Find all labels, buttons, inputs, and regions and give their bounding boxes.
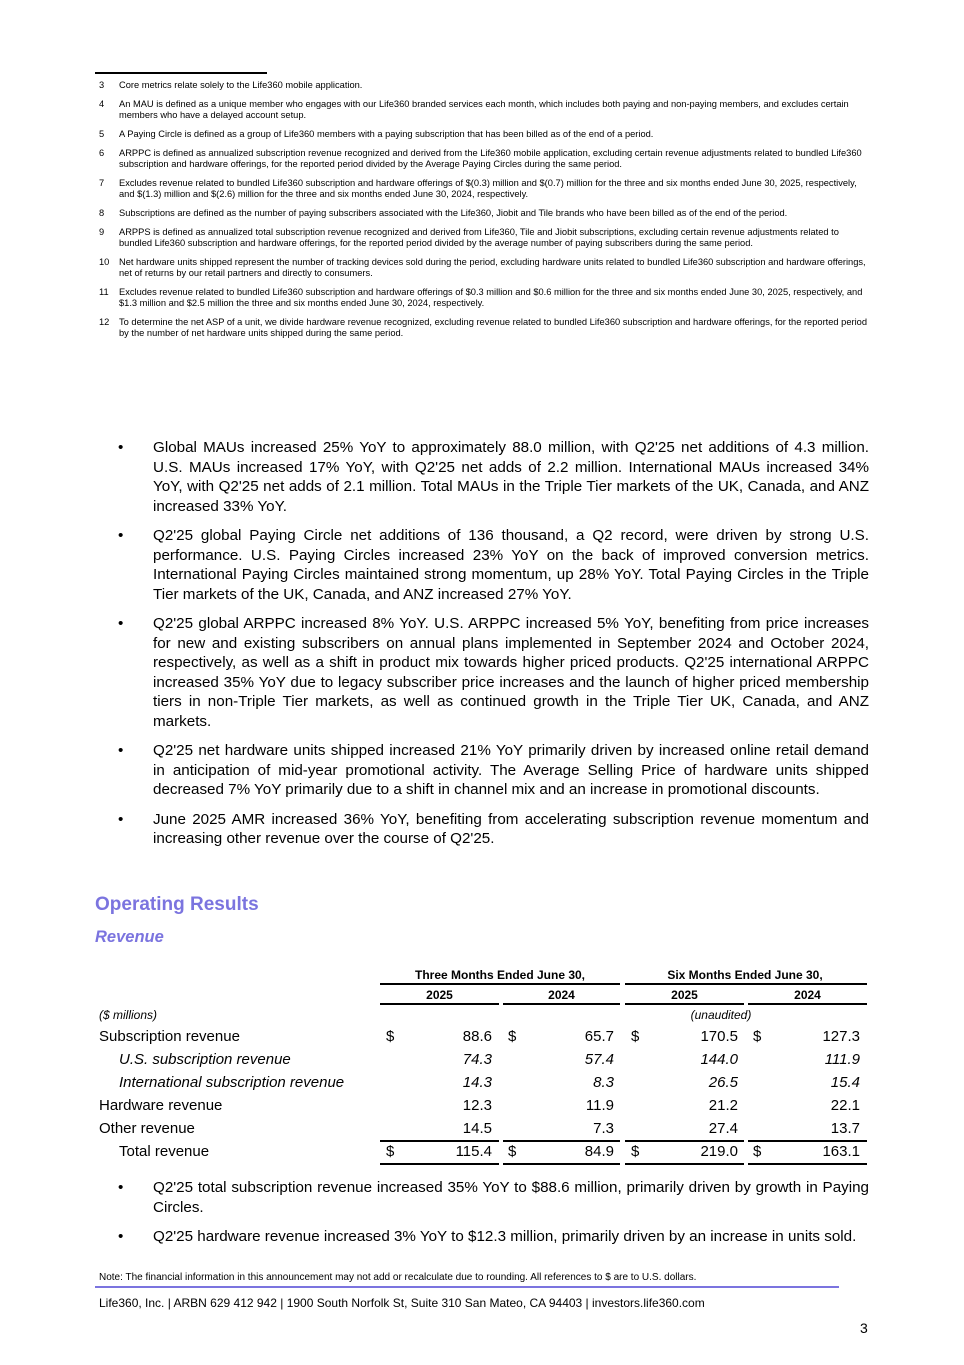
table-cell: 111.9 [824, 1051, 860, 1068]
currency-symbol: $ [631, 1028, 640, 1045]
total-rule [748, 1163, 867, 1165]
footnotes [99, 80, 869, 347]
total-rule [380, 1163, 499, 1165]
row-label: U.S. subscription revenue [119, 1051, 291, 1068]
table-row [97, 1051, 869, 1074]
column-group-header: Six Months Ended June 30, [667, 968, 823, 982]
column-group-header: Three Months Ended June 30, [414, 968, 586, 982]
table-cell: 26.5 [708, 1074, 738, 1091]
total-rule [625, 1163, 744, 1165]
column-header-year: 2024 [548, 988, 575, 1002]
header-rule [625, 1003, 744, 1005]
column-header-year: 2025 [671, 988, 698, 1002]
table-cell: 65.7 [584, 1028, 614, 1045]
table-cell: 57.4 [584, 1051, 614, 1068]
table-row [97, 1097, 869, 1120]
table-cell: 127.3 [822, 1028, 860, 1045]
list-item: • June 2025 AMR increased 36% YoY, benefiting from accelerating subscription revenue momentum and increasing other revenue over the course of Q2'25. [118, 810, 869, 847]
header-rule [503, 1003, 620, 1005]
table-cell: 14.3 [462, 1074, 492, 1091]
revenue-commentary-list [118, 1178, 869, 1257]
table-cell: 219.0 [700, 1143, 738, 1160]
section-title: Operating Results [95, 894, 259, 915]
footnote: 11 Excludes revenue related to bundled Life360 subscription and hardware offerings of $0.3 million and $0.6 million for the three and six months ended June 30, 2025, respectively, and $1.3 million and $2.5 million the three and six months ended June 30, 2024, respectively. [99, 287, 863, 308]
footer-rule [95, 1286, 839, 1288]
table-cell: 74.3 [462, 1051, 492, 1068]
currency-symbol: $ [508, 1143, 517, 1160]
table-cell: 8.3 [593, 1074, 614, 1091]
currency-symbol: $ [508, 1028, 517, 1045]
currency-symbol: $ [386, 1028, 395, 1045]
footnote: 6 ARPPC is defined as annualized subscription revenue recognized and derived from the Life360 mobile application, excluding certain revenue adjustments related to bundled Life360 subscription and hardware offerings, for the reported period divided by the Average Paying Circles during the same period. [99, 148, 862, 169]
page-number: 3 [860, 1320, 868, 1336]
footnote: 7 Excludes revenue related to bundled Life360 subscription and hardware offerings of $(0.3) million and $(0.7) million for the three and six months ended June 30, 2025, respectively, and $(1.3) million and $(2.6) million for the three and six months ended June 30, 2024, respectively. [99, 178, 857, 199]
footnote: 9 ARPPS is defined as annualized total subscription revenue recognized and derived from Life360, Tile and Jiobit subscriptions, excluding certain revenue adjustments related to bundled Life360 subscription and hardware offerings, for the reported period divided by the average number of paying subscribers during the same period. [99, 227, 839, 248]
table-cell: 22.1 [830, 1097, 860, 1114]
row-label: Subscription revenue [99, 1028, 240, 1045]
table-row [97, 1028, 869, 1051]
list-item: • Q2'25 global ARPPC increased 8% YoY. U.S. ARPPC increased 5% YoY, benefiting from price increases for new and existing subscribers on annual plans implemented in September 2024 and October 2024, respectively, as well as a shift in product mix towards higher priced products. Q2'25 international ARPPC increased 35% YoY due to legacy subscriber price increases and the launch of higher priced membership tiers in non-Triple Tier markets, as well as continued growth in the Triple Tier UK, Canada, and ANZ markets. [118, 615, 869, 730]
subtotal-rule [625, 1140, 744, 1142]
footnote: 4 An MAU is defined as a unique member who engages with our Life360 branded services each month, which includes both paying and non-paying members, and excludes certain members who have a delayed account setup. [99, 99, 849, 120]
table-cell: 14.5 [462, 1120, 492, 1137]
unaudited-label: (unaudited) [690, 1008, 752, 1022]
list-item: • Q2'25 global Paying Circle net additions of 136 thousand, a Q2 record, were driven by strong U.S. performance. U.S. Paying Circles increased 23% YoY on the back of improved conversion metrics. International Paying Circles maintained strong momentum, up 28% YoY. Total Paying Circles in the Triple Tier markets of the UK, Canada, and ANZ increased 27% YoY. [118, 527, 869, 603]
subtotal-rule [748, 1140, 867, 1142]
currency-symbol: $ [753, 1143, 762, 1160]
footnote-rule [95, 72, 267, 74]
table-cell: 11.9 [585, 1097, 614, 1114]
footnote: 3 Core metrics relate solely to the Life360 mobile application. [99, 80, 363, 90]
header-rule [625, 983, 867, 985]
table-cell: 84.9 [584, 1143, 614, 1160]
row-label: Total revenue [119, 1143, 210, 1160]
list-item: • Global MAUs increased 25% YoY to approximately 88.0 million, with Q2'25 net additions of 4.3 million. U.S. MAUs increased 17% YoY, with Q2'25 net adds of 2.2 million. International MAUs increased 34% YoY, with Q2'25 net adds of 2.1 million. Total MAUs in the Triple Tier markets of the UK, Canada, and ANZ increased 33% YoY. [118, 439, 869, 515]
highlights-list [118, 438, 869, 859]
column-header-year: 2025 [426, 988, 453, 1002]
list-item: • Q2'25 hardware revenue increased 3% YoY to $12.3 million, primarily driven by an increase in units sold. [118, 1228, 857, 1245]
column-header-year: 2024 [794, 988, 821, 1002]
header-rule [380, 983, 620, 985]
rounding-note: Note: The financial information in this announcement may not add or recalculate due to rounding. All references to $ are to U.S. dollars. [99, 1272, 697, 1283]
currency-symbol: $ [631, 1143, 640, 1160]
table-cell: 21.2 [708, 1097, 738, 1114]
table-cell: 15.4 [830, 1074, 860, 1091]
currency-symbol: $ [386, 1143, 395, 1160]
footnote: 12 To determine the net ASP of a unit, we divide hardware revenue recognized, excluding revenue related to bundled Life360 subscription and hardware offerings, for the reported period by the number of net hardware units shipped during the same period. [99, 317, 868, 338]
unit-label: ($ millions) [99, 1008, 158, 1022]
page-footer: Life360, Inc. | ARBN 629 412 942 | 1900 South Norfolk St, Suite 310 San Mateo, CA 94403 | investors.life360.com [99, 1296, 705, 1310]
footnote: 10 Net hardware units shipped represent the number of tracking devices sold during the period, excluding hardware units related to bundled Life360 subscription and hardware offerings, net of returns by our retail partners and directly to consumers. [99, 257, 866, 278]
table-cell: 115.4 [455, 1143, 492, 1160]
table-cell: 12.3 [462, 1097, 492, 1114]
table-cell: 88.6 [462, 1028, 492, 1045]
currency-symbol: $ [753, 1028, 762, 1045]
header-rule [380, 1003, 499, 1005]
row-label: Hardware revenue [99, 1097, 223, 1114]
subtotal-rule [380, 1140, 499, 1142]
table-cell: 7.3 [593, 1120, 614, 1137]
footnote: 8 Subscriptions are defined as the number of paying subscribers associated with the Life360, Jiobit and Tile brands who have been billed as of the end of the period. [99, 208, 788, 218]
footnote: 5 A Paying Circle is defined as a group of Life360 members with a paying subscription that has been billed as of the end of a period. [99, 129, 654, 139]
list-item: • Q2'25 total subscription revenue increased 35% YoY to $88.6 million, primarily driven by growth in Paying Circles. [118, 1179, 869, 1216]
list-item: • Q2'25 net hardware units shipped increased 21% YoY primarily driven by increased online retail demand in anticipation of mid-year promotional activity. The Average Selling Price of hardware units shipped decreased 7% YoY primarily due to a shift in channel mix and an increase in promotional discounts. [118, 742, 869, 798]
table-cell: 144.0 [700, 1051, 738, 1068]
table-cell: 170.5 [700, 1028, 738, 1045]
table-cell: 13.7 [830, 1120, 860, 1137]
row-label: Other revenue [99, 1120, 195, 1137]
subtotal-rule [503, 1140, 620, 1142]
total-rule [503, 1163, 620, 1165]
table-row [97, 1074, 869, 1097]
subsection-title: Revenue [95, 928, 164, 946]
table-cell: 163.1 [822, 1143, 860, 1160]
table-cell: 27.4 [708, 1120, 738, 1137]
row-label: International subscription revenue [119, 1074, 345, 1091]
header-rule [748, 1003, 867, 1005]
